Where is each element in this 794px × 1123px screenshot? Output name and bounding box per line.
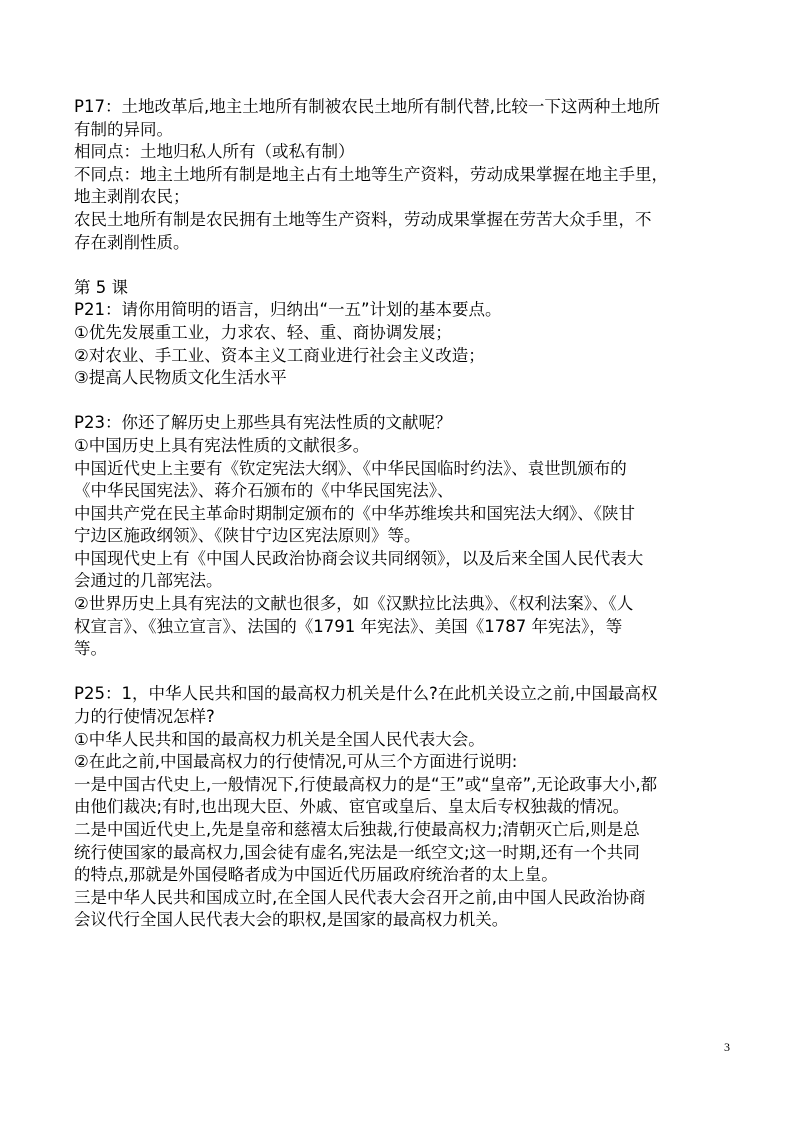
text-line: P21：请你用简明的语言，归纳出“一五”计划的基本要点。 — [74, 300, 502, 320]
text-line: 中国共产党在民主革命时期制定颁布的《中华苏维埃共和国宪法大纲》、《陕甘 — [74, 503, 635, 523]
text-line: 地主剥削农民； — [74, 187, 190, 207]
text-line: 三是中华人民共和国成立时,在全国人民代表大会召开之前,由中国人民政治协商 — [74, 887, 646, 907]
page-number: 3 — [724, 1040, 730, 1054]
paragraph-gap — [74, 390, 734, 413]
text-line: ③提高人民物质文化生活水平 — [74, 368, 287, 388]
section-lesson-5 — [74, 277, 734, 390]
text-line: 不同点：地主土地所有制是地主占有土地等生产资料，劳动成果掌握在地主手里， — [74, 164, 668, 184]
text-line: 中国近代史上主要有《钦定宪法大纲》、《中华民国临时约法》、袁世凯颁布的 — [74, 458, 627, 478]
text-line: 农民土地所有制是农民拥有土地等生产资料，劳动成果掌握在劳苦大众手里，不 — [74, 209, 652, 229]
text-line: ①优先发展重工业，力求农、轻、重、商协调发展； — [74, 322, 452, 342]
text-line: 等。 — [74, 639, 107, 659]
text-line: ②世界历史上具有宪法的文献也很多，如《汉默拉比法典》、《权利法案》、《人 — [74, 594, 634, 614]
text-line: P23：你还了解历史上那些具有宪法性质的文献呢？ — [74, 413, 452, 433]
text-line: 相同点：土地归私人所有（或私有制） — [74, 142, 355, 162]
text-line: 会通过的几部宪法。 — [74, 571, 223, 591]
text-line: 由他们裁决;有时,也出现大臣、外戚、宦官或皇后、皇太后专权独裁的情况。 — [74, 797, 630, 817]
text-line: ①中华人民共和国的最高权力机关是全国人民代表大会。 — [74, 729, 485, 749]
text-line: 力的行使情况怎样? — [74, 707, 215, 727]
text-line: 存在剥削性质。 — [74, 232, 190, 252]
paragraph-gap — [74, 254, 734, 277]
text-line: 一是中国古代史上,一般情况下,行使最高权力的是“王”或“皇帝”,无论政事大小,都 — [74, 774, 658, 794]
text-line: 有制的异同。 — [74, 119, 173, 139]
section-p25 — [74, 683, 734, 932]
text-line: ②在此之前,中国最高权力的行使情况,可从三个方面进行说明: — [74, 752, 518, 772]
lesson-heading: 第 5 课 — [74, 277, 128, 297]
text-line: ②对农业、手工业、资本主义工商业进行社会主义改造； — [74, 345, 485, 365]
paragraph-gap — [74, 661, 734, 684]
text-line: P17：土地改革后,地主土地所有制被农民土地所有制代替,比较一下这两种土地所 — [74, 97, 660, 116]
text-line: 权宣言》、《独立宣言》、法国的《1791 年宪法》、美国《1787 年宪法》，等 — [74, 616, 623, 636]
text-line: 宁边区施政纲领》、《陕甘宁边区宪法原则》等。 — [74, 526, 421, 546]
text-line: 《中华民国宪法》、蒋介石颁布的《中华民国宪法》、 — [74, 481, 454, 501]
section-p17 — [74, 96, 734, 254]
text-line: P25：1，中华人民共和国的最高权力机关是什么?在此机关设立之前,中国最高权 — [74, 684, 658, 704]
section-p23 — [74, 412, 734, 661]
text-line: 中国现代史上有《中国人民政治协商会议共同纲领》，以及后来全国人民代表大 — [74, 548, 644, 568]
text-line: 会议代行全国人民代表大会的职权,是国家的最高权力机关。 — [74, 910, 509, 930]
text-line: ①中国历史上具有宪法性质的文献很多。 — [74, 435, 370, 455]
text-line: 的特点,那就是外国侵略者成为中国近代历届政府统治者的太上皇。 — [74, 865, 558, 885]
text-line: 统行使国家的最高权力,国会徒有虚名,宪法是一纸空文;这一时期,还有一个共同 — [74, 842, 640, 862]
document-body — [74, 96, 734, 932]
text-line: 二是中国近代史上,先是皇帝和慈禧太后独裁,行使最高权力;清朝灭亡后,则是总 — [74, 820, 640, 839]
